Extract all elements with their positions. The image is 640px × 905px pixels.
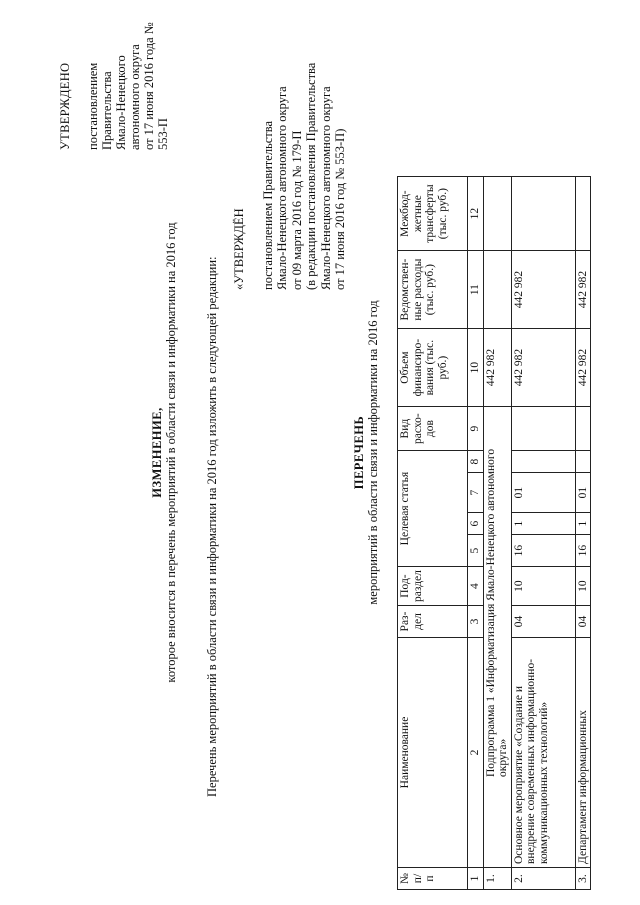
approved-line: от 17 июня 2016 года № 553-П [142,22,170,150]
row-vid [511,407,575,451]
col-number: 3 [468,606,484,638]
col-number: 4 [468,567,484,606]
row-c7: 01 [575,473,591,513]
header-target: Целевая статья [398,451,468,567]
row-c6: 1 [511,513,575,535]
row-c6: 1 [575,513,591,535]
header-vedom: Ведомствен-ные расходы (тыс. руб.) [398,251,468,329]
subprogram-vedom [483,251,511,329]
header-row [398,177,468,890]
row-c8 [511,451,575,473]
col-number: 12 [468,177,484,251]
approved-title: УТВЕРЖДЕНО [58,62,72,150]
subprogram-volume: 442 982 [483,329,511,407]
row-c5: 16 [511,535,575,567]
col-number: 8 [468,451,484,473]
header-volume: Объем финансиро-вания (тыс. руб.) [398,329,468,407]
col-number: 2 [468,638,484,868]
izmenenie-title: ИЗМЕНЕНИЕ, [150,407,164,498]
col-number: 9 [468,407,484,451]
row-podrazdel: 10 [511,567,575,606]
intro-text: Перечень мероприятий в области связи и информатики на 2016 год изложить в следующей редакции: [205,256,219,797]
subprogram-row [483,177,511,890]
approved-block-2 [232,63,348,290]
approved-2-line: от 09 марта 2016 год № 179-П [289,130,304,290]
col-number: 5 [468,535,484,567]
approved-2-line: постановлением Правительства [260,120,275,290]
table-row [575,177,591,890]
row-name: Департамент информационных [575,638,591,868]
row-mezhbud [511,177,575,251]
approved-2-title: «УТВЕРЖДЁН [232,208,246,290]
row-vid [575,407,591,451]
header-vid: Вид расхо-дов [398,407,468,451]
izmenenie-subtitle: которое вносится в перечень мероприятий в области связи и информатики на 2016 год [164,222,178,683]
header-mezhbud: Межбюд-жетные трансферты (тыс. руб.) [398,177,468,251]
row-podrazdel: 10 [575,567,591,606]
row-num: 2. [511,868,575,890]
row-c8 [575,451,591,473]
approved-2-line: Ямало-Ненецкого автономного округа [318,86,333,290]
col-number: 11 [468,251,484,329]
row-razdel: 04 [511,606,575,638]
row-name: Основное мероприятие «Создание и внедрение современных информационно-коммуникационных технологий» [511,638,575,868]
row-vedom: 442 982 [511,251,575,329]
row-mezhbud [575,177,591,251]
col-number: 6 [468,513,484,535]
subprogram-mezhbud [483,177,511,251]
approved-line: постановлением Правительства [86,62,114,150]
row-c7: 01 [511,473,575,513]
col-number: 1 [468,868,484,890]
measures-table [397,176,591,890]
approved-2-line: (в редакции постановления Правительства [304,62,318,290]
row-volume: 442 982 [575,329,591,407]
row-c5: 16 [575,535,591,567]
perechen-title: ПЕРЕЧЕНЬ [352,415,366,490]
approved-2-line: от 17 июня 2016 год № 553-П) [333,128,347,290]
perechen-subtitle: мероприятий в области связи и информатики на 2016 год [366,300,380,605]
col-number: 10 [468,329,484,407]
header-razdel: Раз-дел [398,606,468,638]
row-num: 3. [575,868,591,890]
col-number: 7 [468,473,484,513]
header-name: Наименование [398,638,468,868]
header-num: № п/п [398,868,468,890]
row-razdel: 04 [575,606,591,638]
approved-2-line: Ямало-Ненецкого автономного округа [275,86,289,290]
subprogram-num: 1. [483,868,511,890]
row-volume: 442 982 [511,329,575,407]
row-vedom: 442 982 [575,251,591,329]
column-number-row [468,177,484,890]
subprogram-text: Подпрограмма 1 «Информатизация Ямало-Ненецкого автономного округа» [483,407,511,868]
header-podrazdel: Под-раздел [398,567,468,606]
table-row [511,177,575,890]
approved-line: Ямало-Ненецкого автономного округа [114,44,142,150]
